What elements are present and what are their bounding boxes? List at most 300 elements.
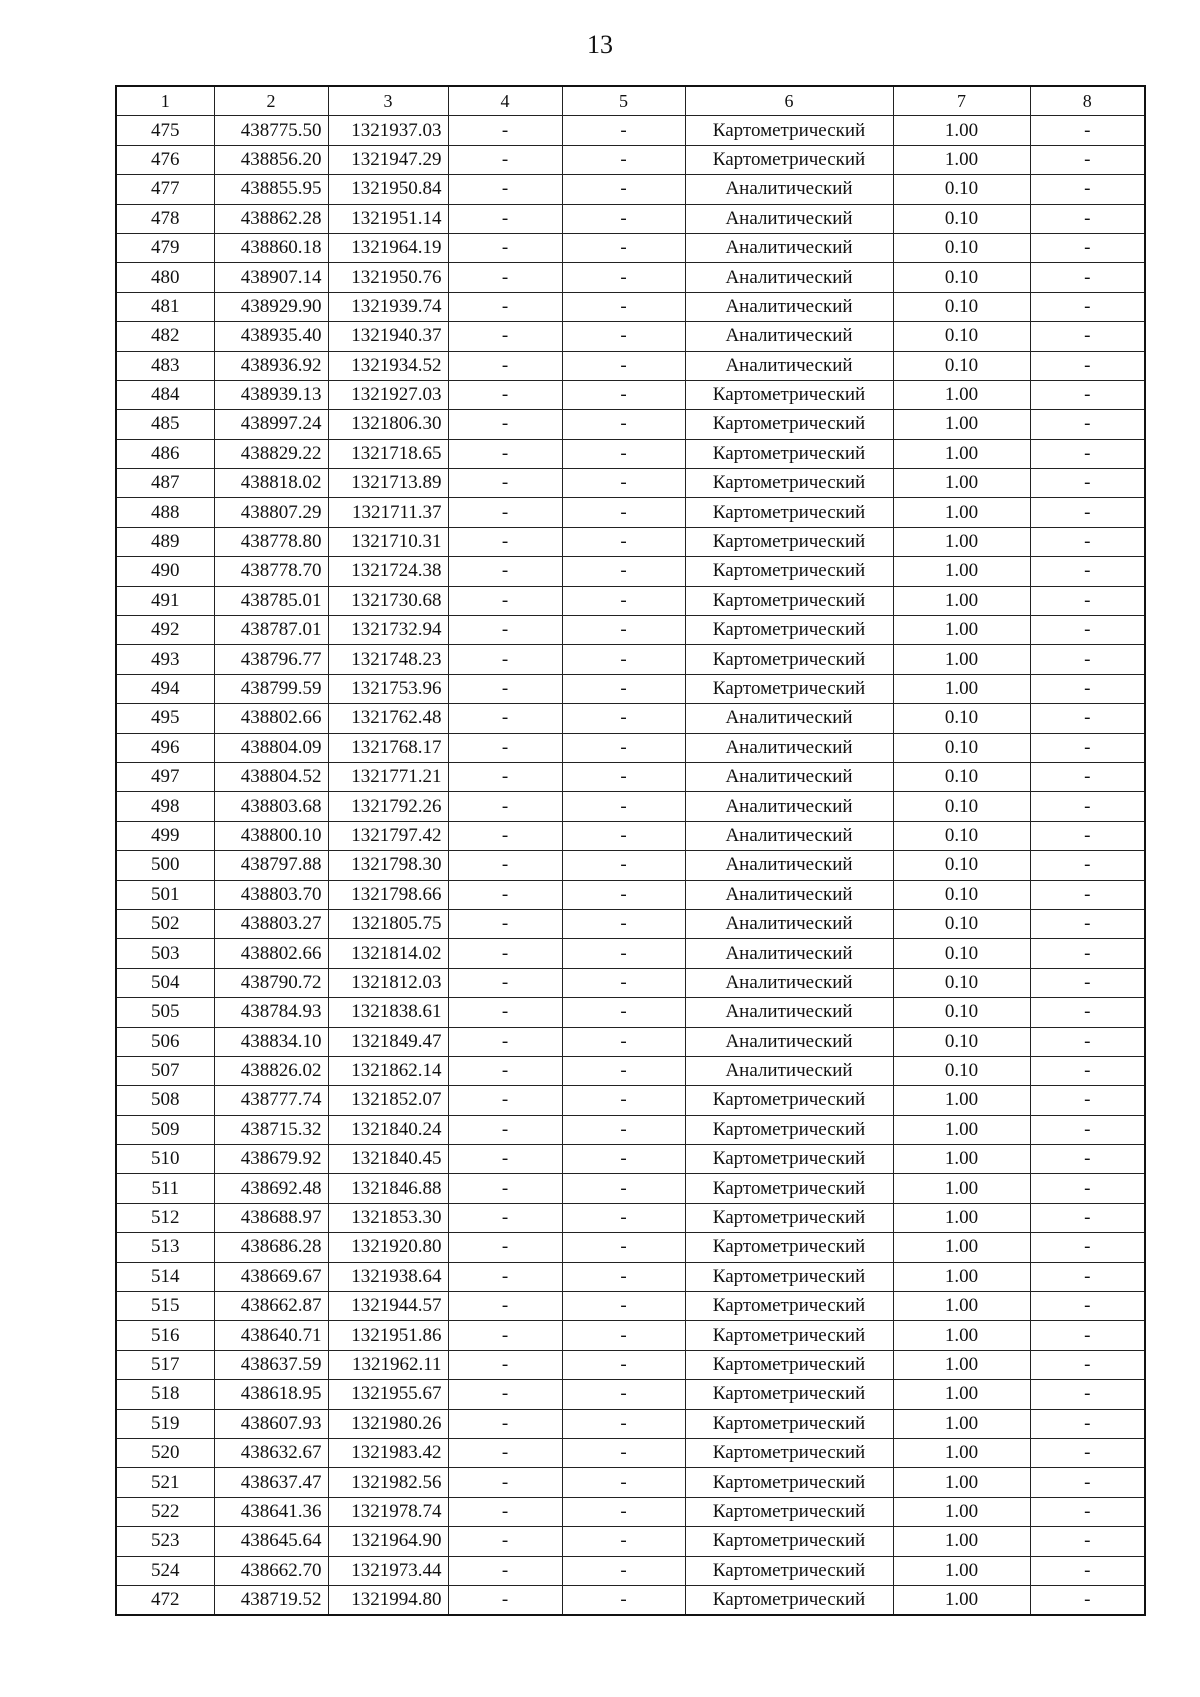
table-cell: 504 [116,968,214,997]
table-cell: Картометрический [685,469,893,498]
table-cell: - [448,616,562,645]
table-cell: 438802.66 [214,939,328,968]
table-cell: Картометрический [685,1174,893,1203]
table-cell: 438862.28 [214,204,328,233]
table-row [116,145,1145,174]
table-cell: - [1030,939,1145,968]
table-cell: - [562,145,685,174]
table-cell: - [448,351,562,380]
table-cell: 1321732.94 [328,616,448,645]
table-row [116,380,1145,409]
table-cell: Картометрический [685,1292,893,1321]
table-cell: 481 [116,292,214,321]
table-cell: 1321840.24 [328,1115,448,1144]
table-cell: 1321710.31 [328,527,448,556]
table-cell: - [562,645,685,674]
table-row [116,821,1145,850]
table-cell: 438679.92 [214,1145,328,1174]
table-cell: - [1030,351,1145,380]
table-cell: 1321939.74 [328,292,448,321]
table-cell: 1321980.26 [328,1409,448,1438]
table-cell: Аналитический [685,1056,893,1085]
table-cell: - [562,909,685,938]
table-cell: - [562,792,685,821]
table-cell: 1321983.42 [328,1438,448,1467]
table-cell: 1321840.45 [328,1145,448,1174]
table-cell: 1321994.80 [328,1585,448,1615]
table-cell: - [448,292,562,321]
column-header: 1 [116,86,214,116]
table-cell: 438935.40 [214,322,328,351]
table-cell: - [448,939,562,968]
table-cell: - [1030,1086,1145,1115]
table-cell: 1321768.17 [328,733,448,762]
table-cell: 438669.67 [214,1262,328,1291]
table-cell: - [1030,1380,1145,1409]
table-cell: - [1030,410,1145,439]
table-cell: 502 [116,909,214,938]
table-cell: - [562,1233,685,1262]
table-cell: - [562,175,685,204]
table-cell: Аналитический [685,204,893,233]
table-cell: - [562,1292,685,1321]
table-cell: - [448,1174,562,1203]
table-cell: 0.10 [893,880,1030,909]
table-cell: 0.10 [893,351,1030,380]
table-row [116,733,1145,762]
table-cell: 1.00 [893,1233,1030,1262]
table-cell: 486 [116,439,214,468]
table-cell: 438715.32 [214,1115,328,1144]
table-cell: 1321951.14 [328,204,448,233]
table-cell: Картометрический [685,145,893,174]
table-cell: Картометрический [685,645,893,674]
table-cell: - [1030,1585,1145,1615]
table-cell: - [1030,1203,1145,1232]
table-row [116,1321,1145,1350]
table-cell: 438997.24 [214,410,328,439]
table-row [116,1262,1145,1291]
table-cell: 476 [116,145,214,174]
table-cell: 511 [116,1174,214,1203]
table-cell: - [562,292,685,321]
table-row [116,1174,1145,1203]
table-cell: - [1030,1292,1145,1321]
table-cell: 1321797.42 [328,821,448,850]
table-row [116,939,1145,968]
table-cell: 1.00 [893,1497,1030,1526]
table-cell: 438637.47 [214,1468,328,1497]
table-cell: Картометрический [685,1438,893,1467]
table-cell: 1.00 [893,527,1030,556]
table-row [116,762,1145,791]
table-cell: - [1030,1321,1145,1350]
table-cell: - [1030,704,1145,733]
table-row [116,880,1145,909]
table-cell: - [562,410,685,439]
table-cell: 438802.66 [214,704,328,733]
table-cell: 488 [116,498,214,527]
table-row [116,909,1145,938]
table-cell: 517 [116,1350,214,1379]
table-cell: Аналитический [685,851,893,880]
table-cell: - [448,704,562,733]
table-cell: Аналитический [685,175,893,204]
column-header: 5 [562,86,685,116]
table-cell: Картометрический [685,586,893,615]
table-cell: - [448,1145,562,1174]
table-cell: 1.00 [893,1438,1030,1467]
table-cell: 438807.29 [214,498,328,527]
table-row [116,175,1145,204]
table-cell: 438929.90 [214,292,328,321]
table-cell: - [448,792,562,821]
table-cell: Картометрический [685,380,893,409]
table-cell: 438719.52 [214,1585,328,1615]
table-cell: - [562,116,685,145]
table-cell: 438645.64 [214,1527,328,1556]
table-cell: 1321962.11 [328,1350,448,1379]
table-cell: 1321947.29 [328,145,448,174]
table-cell: 1321955.67 [328,1380,448,1409]
table-cell: 1321853.30 [328,1203,448,1232]
table-cell: 1.00 [893,1086,1030,1115]
table-cell: 438777.74 [214,1086,328,1115]
table-cell: 1.00 [893,1468,1030,1497]
table-cell: 1321951.86 [328,1321,448,1350]
coordinates-table [115,85,1146,1616]
table-cell: 438692.48 [214,1174,328,1203]
table-cell: Картометрический [685,1086,893,1115]
table-cell: - [448,821,562,850]
table-cell: - [448,1527,562,1556]
table-cell: - [1030,1056,1145,1085]
table-cell: Картометрический [685,1262,893,1291]
table-cell: 503 [116,939,214,968]
table-row [116,1556,1145,1585]
table-cell: - [1030,204,1145,233]
table-cell: 1.00 [893,616,1030,645]
table-row [116,616,1145,645]
table-cell: 1321812.03 [328,968,448,997]
table-cell: 500 [116,851,214,880]
table-cell: 1321762.48 [328,704,448,733]
table-row [116,204,1145,233]
table-cell: Аналитический [685,939,893,968]
table-cell: 438804.09 [214,733,328,762]
table-cell: - [562,1027,685,1056]
table-cell: 510 [116,1145,214,1174]
table-cell: - [448,1233,562,1262]
table-cell: 512 [116,1203,214,1232]
table-cell: 438662.70 [214,1556,328,1585]
table-cell: 0.10 [893,322,1030,351]
table-cell: Картометрический [685,1115,893,1144]
table-cell: 521 [116,1468,214,1497]
table-cell: Картометрический [685,557,893,586]
table-cell: - [1030,674,1145,703]
table-cell: - [1030,792,1145,821]
table-cell: - [562,733,685,762]
table-cell: - [562,263,685,292]
table-cell: 1321927.03 [328,380,448,409]
table-cell: 438662.87 [214,1292,328,1321]
table-cell: 0.10 [893,1056,1030,1085]
table-cell: 519 [116,1409,214,1438]
table-cell: 438778.70 [214,557,328,586]
table-cell: - [448,175,562,204]
table-cell: 0.10 [893,233,1030,262]
table-cell: 438641.36 [214,1497,328,1526]
table-cell: Аналитический [685,880,893,909]
table-row [116,498,1145,527]
table-cell: - [1030,1527,1145,1556]
table-cell: Картометрический [685,1233,893,1262]
table-cell: 478 [116,204,214,233]
table-cell: - [562,880,685,909]
table-cell: - [448,909,562,938]
table-cell: 438688.97 [214,1203,328,1232]
table-cell: 513 [116,1233,214,1262]
table-cell: Картометрический [685,1497,893,1526]
table-cell: 1.00 [893,145,1030,174]
table-cell: - [562,233,685,262]
table-row [116,263,1145,292]
table-cell: 438803.68 [214,792,328,821]
table-cell: 509 [116,1115,214,1144]
table-cell: - [562,968,685,997]
table-row [116,1527,1145,1556]
table-row [116,322,1145,351]
table-cell: 523 [116,1527,214,1556]
table-cell: 1321940.37 [328,322,448,351]
table-cell: - [448,674,562,703]
table-cell: 438855.95 [214,175,328,204]
table-cell: - [562,674,685,703]
table-row [116,851,1145,880]
table-row [116,1145,1145,1174]
table-cell: - [1030,1556,1145,1585]
table-cell: - [562,498,685,527]
table-cell: Аналитический [685,233,893,262]
table-cell: - [448,762,562,791]
table-cell: 497 [116,762,214,791]
table-cell: 1321852.07 [328,1086,448,1115]
table-cell: - [562,851,685,880]
table-row [116,1086,1145,1115]
table-cell: 1.00 [893,1350,1030,1379]
table-cell: Картометрический [685,1350,893,1379]
table-cell: 1321964.90 [328,1527,448,1556]
table-cell: - [562,1438,685,1467]
table-row [116,233,1145,262]
table-cell: 490 [116,557,214,586]
table-cell: - [448,204,562,233]
table-cell: - [1030,998,1145,1027]
table-cell: Аналитический [685,1027,893,1056]
table-cell: 492 [116,616,214,645]
table-cell: 1321950.84 [328,175,448,204]
table-cell: 494 [116,674,214,703]
table-cell: Картометрический [685,1380,893,1409]
table-cell: - [448,380,562,409]
table-cell: - [448,1585,562,1615]
table-cell: 482 [116,322,214,351]
table-row [116,1027,1145,1056]
table-cell: - [1030,1409,1145,1438]
table-cell: 438829.22 [214,439,328,468]
table-cell: - [448,322,562,351]
table-cell: 0.10 [893,204,1030,233]
table-cell: - [1030,233,1145,262]
table-cell: - [562,1497,685,1526]
table-cell: - [562,469,685,498]
table-cell: - [1030,292,1145,321]
table-cell: Картометрический [685,1556,893,1585]
table-cell: - [1030,116,1145,145]
table-row [116,116,1145,145]
table-cell: 1.00 [893,674,1030,703]
table-cell: 1321718.65 [328,439,448,468]
table-cell: 438775.50 [214,116,328,145]
table-cell: 1321920.80 [328,1233,448,1262]
table-cell: Аналитический [685,762,893,791]
table-cell: - [562,939,685,968]
table-row [116,557,1145,586]
table-cell: 480 [116,263,214,292]
table-cell: 1.00 [893,498,1030,527]
table-cell: 438686.28 [214,1233,328,1262]
table-row [116,351,1145,380]
table-cell: 1321798.66 [328,880,448,909]
table-cell: 1321964.19 [328,233,448,262]
table-cell: 1321753.96 [328,674,448,703]
table-cell: - [1030,968,1145,997]
table-cell: - [1030,1027,1145,1056]
table-cell: - [1030,909,1145,938]
table-cell: - [562,204,685,233]
table-cell: 1.00 [893,557,1030,586]
table-cell: Картометрический [685,1203,893,1232]
table-cell: - [562,1086,685,1115]
table-cell: 1.00 [893,1203,1030,1232]
table-cell: - [448,880,562,909]
table-cell: - [448,851,562,880]
table-cell: - [1030,380,1145,409]
table-cell: 438618.95 [214,1380,328,1409]
table-row [116,1292,1145,1321]
table-cell: 438787.01 [214,616,328,645]
table-cell: - [1030,322,1145,351]
column-header: 2 [214,86,328,116]
table-cell: 1.00 [893,1409,1030,1438]
table-cell: - [448,1321,562,1350]
table-row [116,1409,1145,1438]
table-row [116,439,1145,468]
table-cell: - [562,704,685,733]
table-cell: Картометрический [685,1145,893,1174]
table-cell: Аналитический [685,968,893,997]
table-cell: - [448,1262,562,1291]
table-cell: - [562,586,685,615]
table-cell: 438784.93 [214,998,328,1027]
table-cell: - [448,145,562,174]
table-cell: 505 [116,998,214,1027]
table-cell: 1321771.21 [328,762,448,791]
table-cell: 1321730.68 [328,586,448,615]
table-cell: 1.00 [893,645,1030,674]
table-cell: 0.10 [893,292,1030,321]
table-cell: 1.00 [893,439,1030,468]
table-cell: - [562,1350,685,1379]
table-cell: - [1030,1262,1145,1291]
table-cell: 0.10 [893,909,1030,938]
table-cell: 0.10 [893,1027,1030,1056]
table-cell: 1.00 [893,1585,1030,1615]
table-cell: - [448,469,562,498]
table-cell: - [448,1468,562,1497]
table-cell: 479 [116,233,214,262]
table-cell: - [1030,145,1145,174]
table-cell: - [448,968,562,997]
table-cell: 524 [116,1556,214,1585]
table-cell: Картометрический [685,116,893,145]
table-row [116,792,1145,821]
table-cell: 1.00 [893,1145,1030,1174]
table-cell: - [562,351,685,380]
table-cell: - [448,733,562,762]
table-cell: 477 [116,175,214,204]
table-cell: - [1030,1350,1145,1379]
table-cell: 438803.27 [214,909,328,938]
table-cell: - [1030,1145,1145,1174]
table-cell: 1321846.88 [328,1174,448,1203]
table-row [116,645,1145,674]
table-cell: 0.10 [893,704,1030,733]
table-cell: 1.00 [893,1292,1030,1321]
column-header: 4 [448,86,562,116]
table-cell: - [562,616,685,645]
table-cell: Картометрический [685,439,893,468]
table-cell: - [448,263,562,292]
table-cell: - [448,233,562,262]
table-cell: 438797.88 [214,851,328,880]
table-cell: - [562,1203,685,1232]
table-body [116,116,1145,1615]
table-cell: 1321806.30 [328,410,448,439]
table-cell: - [448,1056,562,1085]
table-cell: 1.00 [893,1115,1030,1144]
table-cell: - [1030,469,1145,498]
column-header: 8 [1030,86,1145,116]
table-cell: - [562,1321,685,1350]
table-row [116,292,1145,321]
column-header: 6 [685,86,893,116]
table-cell: - [1030,1174,1145,1203]
table-cell: - [562,1174,685,1203]
table-row [116,1585,1145,1615]
table-cell: 0.10 [893,263,1030,292]
table-cell: - [562,1145,685,1174]
table-cell: - [562,380,685,409]
table-cell: 1.00 [893,469,1030,498]
table-cell: 1.00 [893,1321,1030,1350]
table-cell: - [562,1262,685,1291]
table-cell: - [562,527,685,556]
table-cell: - [562,762,685,791]
table-cell: - [448,116,562,145]
table-cell: 438778.80 [214,527,328,556]
